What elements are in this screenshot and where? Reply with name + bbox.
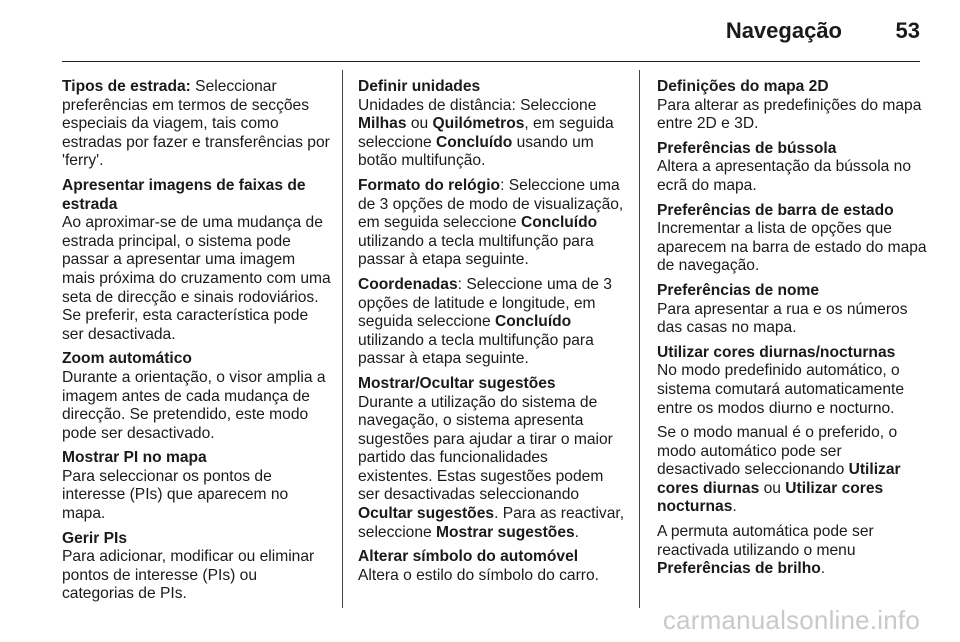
- section-text: Altera a apresentação da bússola no ecrã do mapa.: [657, 158, 912, 194]
- section-tips: [358, 375, 626, 542]
- section-text: Se o modo manual é o preferido, o modo automático pode ser desactivado seleccionando: [657, 424, 898, 479]
- section-road-types: [62, 78, 332, 171]
- section-heading: Alterar símbolo do automóvel: [358, 548, 579, 566]
- paragraph: [657, 523, 929, 579]
- section-text: Para alterar as predefinições do mapa entre 2D e 3D.: [657, 96, 922, 133]
- page-number: 53: [895, 18, 920, 43]
- section-heading: Coordenadas: [358, 275, 458, 293]
- section-show-poi: [62, 449, 332, 523]
- section-heading: Zoom automático: [62, 350, 192, 368]
- section-manage-poi: [62, 530, 332, 604]
- option-label: Concluído: [520, 214, 598, 232]
- section-compass: [657, 140, 929, 196]
- section-units: [358, 78, 626, 171]
- section-heading: Definir unidades: [358, 78, 481, 95]
- section-text: utilizando a tecla multifunção para passar à etapa seguinte.: [358, 232, 594, 269]
- section-status-bar: [657, 202, 929, 276]
- column-3: [657, 78, 929, 585]
- section-text: Para adicionar, modificar ou eliminar pontos de interesse (PIs) ou categorias de PIs.: [62, 548, 315, 603]
- section-lane-images: [62, 177, 332, 344]
- column-1: [62, 78, 332, 610]
- section-text: Unidades de distância: Seleccione: [358, 96, 597, 114]
- section-text: , em seguida seleccione: [358, 115, 614, 151]
- section-coordinates: [358, 276, 626, 369]
- page-title: Navegação: [725, 18, 842, 43]
- section-text: Para apresentar a rua e os números das casas no mapa.: [657, 300, 908, 337]
- section-clock-format: [358, 177, 626, 270]
- section-text: Durante a orientação, o visor amplia a imagem antes de cada mudança de direcção. Se pretendido, este modo pode ser desactivado.: [62, 368, 326, 442]
- section-heading: Tipos de estrada:: [62, 78, 191, 95]
- option-label: Concluído: [436, 133, 513, 151]
- section-text: Seleccionar preferências em termos de secções especiais da viagem, tais como estradas por fazer e transferências por 'ferry'.: [62, 78, 330, 170]
- section-text: .: [820, 560, 826, 578]
- page-header: [0, 0, 960, 62]
- section-text: Incrementar a lista de opções que aparecem na barra de estado do mapa de navegação.: [657, 220, 927, 275]
- section-auto-zoom: [62, 350, 332, 443]
- section-text: A permuta automática pode ser reactivada utilizando o menu: [657, 523, 874, 559]
- section-text: : Seleccione uma de 3 opções de modo de visualização, em seguida seleccione: [358, 176, 624, 232]
- section-2d-map: [657, 78, 929, 134]
- column-divider: [639, 70, 640, 608]
- section-heading: Preferências de nome: [657, 281, 820, 299]
- option-label: Ocultar sugestões: [358, 505, 495, 523]
- section-heading: Formato do relógio: [358, 176, 501, 194]
- section-text: No modo predefinido automático, o sistema comutará automaticamente entre os modos diurno e nocturno.: [657, 362, 905, 417]
- section-heading: Preferências de bússola: [657, 139, 837, 157]
- section-heading: Mostrar/Ocultar sugestões: [358, 374, 556, 392]
- section-text: ou: [759, 479, 786, 497]
- paragraph: [657, 424, 929, 517]
- section-heading: Definições do mapa 2D: [657, 78, 829, 95]
- section-text: utilizando a tecla multifunção para passar à etapa seguinte.: [358, 331, 594, 368]
- section-heading: Preferências de barra de estado: [657, 201, 894, 219]
- watermark: carmanualsonline.info: [662, 605, 920, 635]
- option-label: Preferências de brilho: [657, 560, 821, 578]
- option-label: Concluído: [494, 313, 572, 331]
- section-heading: Gerir PIs: [62, 529, 128, 547]
- option-label: Utilizar cores nocturnas: [657, 479, 884, 516]
- column-divider: [342, 70, 343, 608]
- section-name-prefs: [657, 282, 929, 338]
- section-car-symbol: [358, 548, 626, 585]
- section-text: Ao aproximar-se de uma mudança de estrada principal, o sistema pode passar a apresentar uma imagem mais próxima do cruzamento com uma seta de direcção e sinais rodoviários. Se preferir, esta característica pode ser desactivada.: [62, 214, 331, 343]
- option-label: Milhas: [358, 115, 407, 133]
- paragraph: [657, 362, 929, 418]
- section-heading: Utilizar cores diurnas/nocturnas: [657, 343, 896, 361]
- section-day-night: [657, 344, 929, 579]
- section-heading: Mostrar PI no mapa: [62, 449, 207, 467]
- section-text: .: [574, 523, 580, 541]
- section-text: Durante a utilização do sistema de navegação, o sistema apresenta sugestões para ajudar a tirar o maior partido das funcionalidades existentes. Estas sugestões podem ser desactivadas seleccionando: [358, 393, 613, 504]
- header-rule: [62, 61, 920, 62]
- section-text: . Para as reactivar, seleccione: [358, 505, 625, 541]
- section-heading: Apresentar imagens de faixas de estrada: [62, 176, 306, 213]
- option-label: Utilizar cores diurnas: [657, 461, 901, 497]
- section-text: ou: [406, 115, 433, 133]
- option-label: Mostrar sugestões: [436, 523, 575, 541]
- section-text: Altera o estilo do símbolo do carro.: [358, 566, 599, 584]
- section-text: Para seleccionar os pontos de interesse (PIs) que aparecem no mapa.: [62, 467, 289, 523]
- section-text: usando um botão multifunção.: [358, 133, 594, 170]
- section-text: .: [732, 498, 737, 516]
- option-label: Quilómetros: [432, 115, 525, 133]
- column-2: [358, 78, 626, 591]
- section-text: : Seleccione uma de 3 opções de latitude e longitude, em seguida seleccione: [358, 275, 612, 331]
